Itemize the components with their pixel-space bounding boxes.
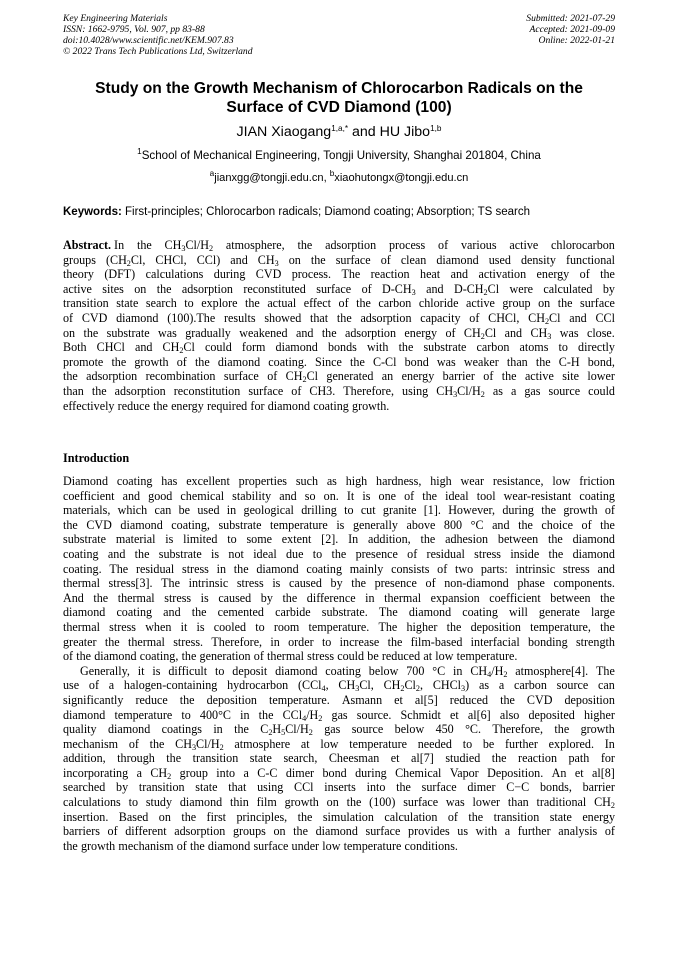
journal-header	[63, 13, 253, 57]
introduction-line: And the thermal stress is caused by the difference in thermal expansion coefficient between the	[63, 590, 615, 605]
introduction-line: greater the thermal stress. Therefore, in order to increase the film-based interfacial bonding strength	[63, 634, 615, 649]
introduction-line: significantly reduce the deposition temperature. Asmann et al[5] reduced the CVD deposition	[63, 692, 615, 707]
journal-issn: ISSN: 1662-9795, Vol. 907, pp 83-88	[63, 24, 205, 35]
author-2-affiliation-mark: 1,b	[430, 124, 442, 133]
author-2-name: HU Jibo	[379, 124, 431, 140]
abstract-label: Abstract.	[63, 238, 112, 252]
email-b: xiaohutongx@tongji.edu.cn	[334, 172, 469, 184]
abstract-line: effectively reduce the energy required for diamond coating growth.	[63, 398, 390, 413]
affiliation-text: School of Mechanical Engineering, Tongji University, Shanghai 201804, China	[141, 149, 541, 162]
introduction-line: addition, through the transition state search, Cheesman et al[7] studied the reaction path for	[63, 751, 615, 766]
introduction-line: thermal stress[3]. The intrinsic stress is caused by the presence of non-diamond phase components.	[63, 576, 615, 591]
abstract-line: groups ($CH_2Cl$, CHCl, CCl) and $CH_3$ on the surface of clean diamond used density functional	[63, 252, 615, 268]
keywords	[63, 205, 623, 220]
introduction-line: calculations to study diamond thin film growth on the (100) surface was lower than traditional $CH_2$	[63, 795, 615, 811]
author-emails	[63, 171, 615, 186]
affiliation-mark: 1	[137, 147, 142, 156]
journal-doi: doi:10.4028/www.scientific.net/KEM.907.83	[63, 35, 234, 46]
abstract-line: promote the growth of the diamond coating. Since the C-Cl bond was weaker than the C-H bond,	[63, 354, 615, 369]
introduction-line: barriers of different adsorption groups on the diamond surface provides us with a further analysis of	[63, 824, 615, 839]
abstract-line: transition state search to explore the actual effect of the carbon chloride active group on the surface	[63, 296, 615, 311]
introduction-line: substrate material is limited to some extent [2]. In addition, the adhesion between the diamond	[63, 532, 615, 547]
introduction-line: coating. The residual stress in the diamond coating mainly consists of two parts: intrinsic stress and	[63, 561, 615, 576]
author-1-affiliation-mark: 1,a,*	[331, 124, 349, 133]
abstract-line: than the adsorption reconstitution surface of CH3. Therefore, using $CH_3Cl/H_2$ as a gas source could	[63, 383, 615, 399]
introduction-line: the growth mechanism of the diamond surface under low temperature conditions.	[63, 838, 458, 853]
abstract-line: on the substrate was gradually weakened and the adsorption energy of $CH_2Cl$ and $CH_3$ was close.	[63, 325, 615, 341]
title-line-2: Surface of CVD Diamond (100)	[226, 98, 452, 116]
author-1-name: JIAN Xiaogang	[236, 124, 332, 140]
paper-title	[63, 80, 615, 117]
introduction-line: thermal stress when it is cooled to room temperature. The higher the deposition temperature, the	[63, 619, 615, 634]
keywords-text: First-principles; Chlorocarbon radicals; Diamond coating; Absorption; TS search	[121, 206, 531, 218]
introduction-line: incorporating a $CH_2$ group into a C-C dimer bond during Chemical Vapor Deposition. An et al[8]	[63, 765, 615, 781]
introduction-line: coefficient and good chemical stability and so on. It is one of the ideal tool wear-resistant coating	[63, 488, 615, 503]
introduction-line: diamond coating and the cemented carbide substrate. The diamond coating will generate large	[63, 605, 615, 620]
introduction-line: mechanism of the $CH_3Cl/H_2$ atmosphere at low temperature needed to be further explored. In	[63, 736, 615, 752]
author-list	[63, 123, 615, 141]
introduction-line: searched by transition state that using CCl inserts into the surface dimer C−C bonds, barrier	[63, 780, 615, 795]
introduction-line: diamond temperature to 400°C in the $CCl_4/H_2$ gas source. Schmidt et al[6] also deposited higher	[63, 707, 615, 723]
introduction-line: insertion. Based on the first principles, the simulation calculation of the transition state energy	[63, 809, 615, 824]
abstract-line: theory (DFT) calculations during CVD process. The reaction heat and activation energy of the	[63, 267, 615, 282]
introduction-line: use of a halogen-containing hydrocarbon (CCl$_4$, $CH_3Cl$, $CH_2Cl_2$, CHCl$_3$) as a carbon source can	[63, 678, 615, 694]
introduction-line: Generally, it is difficult to deposit diamond coating below 700 °C in $CH_4/H_2$ atmosphere[4]. The	[80, 663, 615, 679]
email-b-mark: b	[329, 169, 335, 178]
journal-name: Key Engineering Materials	[63, 13, 168, 24]
introduction-line: materials, which can be used in geological drilling to cut granite [1]. However, during the growth of	[63, 503, 615, 518]
introduction-line: Diamond coating has excellent properties such as high hardness, high wear resistance, low friction	[63, 474, 615, 488]
introduction-line: of the diamond coating, the generation of thermal stress could be reduced at low temperature.	[63, 649, 518, 664]
introduction-line: the CVD diamond coating, substrate temperature is generally above 800 °C and the choice of the	[63, 517, 615, 532]
abstract	[63, 238, 615, 413]
title-line-1: Study on the Growth Mechanism of Chlorocarbon Radicals on the	[95, 80, 583, 97]
abstract-line: active sites on the adsorption reconstituted surface of $D-CH_3$ and $D-CH_2Cl$ were calculated by	[63, 281, 615, 297]
affiliation	[63, 148, 615, 163]
journal-copyright: © 2022 Trans Tech Publications Ltd, Switzerland	[63, 46, 253, 57]
introduction-body	[63, 474, 615, 853]
section-heading-introduction: Introduction	[63, 451, 130, 465]
abstract-line: of CVD diamond (100).The results showed that the adsorption capacity of CHCl, $CH_2Cl$ and CCl	[63, 310, 615, 326]
abstract-line: the adsorption recombination surface of $CH_2Cl$ generated an energy barrier of the active site lower	[63, 369, 615, 385]
abstract-line: Both CHCl and $CH_2Cl$ could form diamond bonds with the substrate carbon atoms to directly	[63, 340, 615, 356]
dates-header	[526, 13, 615, 46]
accepted-date: Accepted: 2021-09-09	[529, 24, 615, 35]
online-date: Online: 2022-01-21	[538, 35, 615, 46]
introduction-line: coating and the substrate is not ideal due to the presence of residual stress inside the diamond	[63, 546, 615, 561]
email-a: jianxgg@tongji.edu.cn,	[214, 172, 330, 184]
email-a-mark: a	[209, 169, 215, 178]
submitted-date: Submitted: 2021-07-29	[526, 13, 615, 24]
author-conjunction: and	[348, 124, 380, 140]
introduction-line: quality diamond coatings in the $C_2H_5Cl/H_2$ gas source below 450 °C. Therefore, the growth	[63, 722, 615, 738]
keywords-label: Keywords:	[63, 206, 122, 218]
abstract-line: Abstract. In the $CH_3Cl/H_2$ atmosphere, the adsorption process of various active chlorocarbon	[63, 238, 615, 253]
